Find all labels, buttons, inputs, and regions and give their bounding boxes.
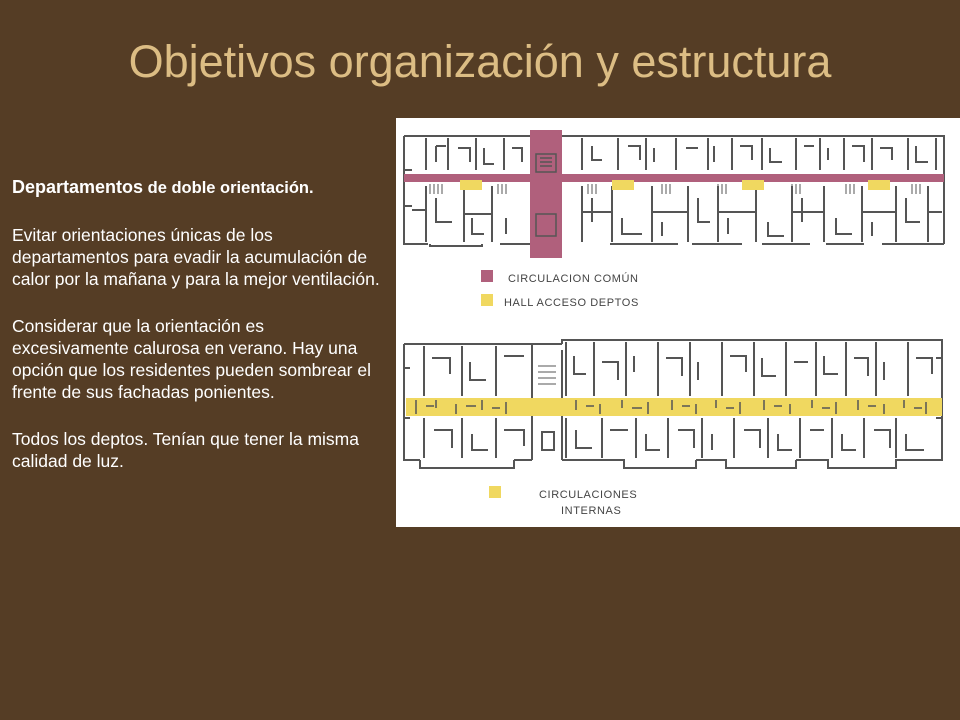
paragraph-evitar: Evitar orientaciones únicas de los departamentos para evadir la acumulación de calor por la mañana y para la mejor ventilación.: [12, 225, 380, 289]
upper-floor-plan: [404, 136, 944, 246]
hall-marker: [742, 180, 764, 190]
circulacion-comun-corridor: [404, 174, 944, 182]
floor-plan-figure: [396, 118, 960, 527]
legend-swatch-circulaciones-internas: [489, 486, 501, 498]
legend-label-circulaciones-line1: CIRCULACIONES: [539, 489, 638, 501]
legend-swatch-circulacion-comun: [481, 270, 493, 282]
legend-label-circulaciones-line2: INTERNAS: [561, 505, 622, 517]
circulaciones-internas-core: [532, 398, 562, 416]
paragraph-lead: Departamentos: [12, 177, 144, 197]
hall-marker: [460, 180, 482, 190]
circulacion-comun-vertical: [530, 130, 562, 258]
paragraph-lead-rest: de doble orientación.: [143, 179, 314, 197]
body-text: [12, 176, 384, 497]
hall-marker: [868, 180, 890, 190]
paragraph-todos: Todos los deptos. Tenían que tener la misma calidad de luz.: [12, 429, 359, 471]
floor-plan-drawing: [396, 118, 960, 527]
hall-marker: [612, 180, 634, 190]
slide-title: Objetivos organización y estructura: [128, 36, 832, 87]
paragraph-considerar: Considerar que la orientación es excesivamente calurosa en verano. Hay una opción que los residentes pueden sombrear el frente de sus fachadas ponientes.: [12, 316, 371, 402]
circulaciones-internas-band: [406, 398, 942, 416]
legend-swatch-hall-acceso: [481, 294, 493, 306]
legend-label-hall-acceso: HALL ACCESO DEPTOS: [504, 297, 639, 309]
paragraph-doble-orientacion: [12, 176, 384, 199]
legend-label-circulacion-comun: CIRCULACION COMÚN: [508, 273, 639, 285]
